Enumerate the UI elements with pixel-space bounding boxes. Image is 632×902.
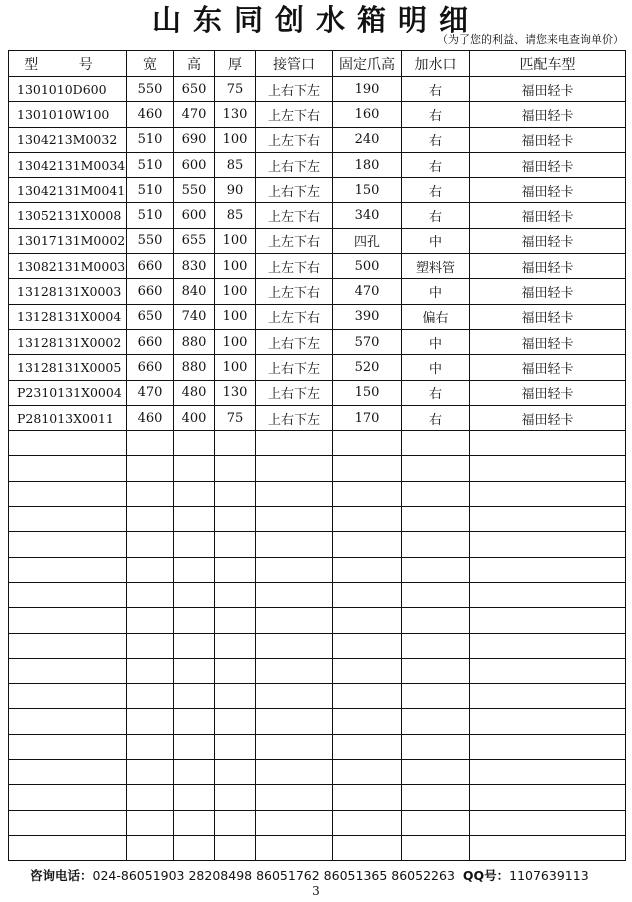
qq-number: 1107639113: [509, 868, 589, 883]
cell-bracket-height: 150: [333, 178, 402, 203]
empty-table-row: [9, 633, 626, 658]
empty-cell: [9, 835, 127, 860]
table-row: [9, 329, 626, 354]
empty-cell: [127, 760, 174, 785]
empty-table-row: [9, 456, 626, 481]
cell-thickness: 100: [215, 254, 256, 279]
table-row: [9, 127, 626, 152]
page-number: 3: [312, 884, 320, 898]
cell-thickness: 100: [215, 127, 256, 152]
empty-cell: [127, 810, 174, 835]
empty-cell: [174, 633, 215, 658]
cell-vehicle-model: 福田轻卡: [470, 355, 626, 380]
empty-cell: [470, 658, 626, 683]
cell-pipe-port: 上左下右: [256, 203, 333, 228]
empty-cell: [9, 785, 127, 810]
cell-height: 690: [174, 127, 215, 152]
empty-cell: [333, 835, 402, 860]
cell-vehicle-model: 福田轻卡: [470, 405, 626, 430]
contact-label: 咨询电话：: [30, 868, 93, 883]
cell-bracket-height: 240: [333, 127, 402, 152]
cell-filler-port: 中: [402, 355, 470, 380]
table-row: [9, 77, 626, 102]
cell-height: 600: [174, 152, 215, 177]
empty-cell: [174, 658, 215, 683]
cell-width: 660: [127, 279, 174, 304]
price-inquiry-note: （为了您的利益、请您来电查询单价）: [437, 33, 624, 46]
cell-bracket-height: 520: [333, 355, 402, 380]
empty-cell: [127, 684, 174, 709]
empty-cell: [9, 810, 127, 835]
cell-bracket-height: 500: [333, 254, 402, 279]
cell-thickness: 75: [215, 77, 256, 102]
cell-height: 400: [174, 405, 215, 430]
empty-cell: [127, 582, 174, 607]
contact-footer: [30, 866, 589, 884]
empty-cell: [256, 684, 333, 709]
header-height: 高: [174, 51, 215, 77]
empty-cell: [127, 658, 174, 683]
empty-cell: [256, 810, 333, 835]
table-row: [9, 355, 626, 380]
cell-pipe-port: 上左下右: [256, 102, 333, 127]
empty-table-row: [9, 734, 626, 759]
empty-cell: [402, 835, 470, 860]
cell-model: 13128131X0003: [9, 279, 127, 304]
empty-cell: [9, 734, 127, 759]
header-bracket-height: 固定爪高: [333, 51, 402, 77]
empty-cell: [333, 481, 402, 506]
empty-cell: [333, 734, 402, 759]
empty-table-row: [9, 709, 626, 734]
empty-cell: [402, 532, 470, 557]
empty-cell: [470, 481, 626, 506]
empty-cell: [256, 481, 333, 506]
empty-cell: [174, 760, 215, 785]
table-row: [9, 102, 626, 127]
empty-cell: [470, 709, 626, 734]
empty-cell: [215, 633, 256, 658]
empty-cell: [333, 785, 402, 810]
empty-cell: [402, 608, 470, 633]
cell-vehicle-model: 福田轻卡: [470, 178, 626, 203]
header-model: 型 号: [9, 51, 127, 77]
cell-model: 1301010D600: [9, 77, 127, 102]
empty-cell: [470, 785, 626, 810]
cell-pipe-port: 上右下左: [256, 355, 333, 380]
cell-vehicle-model: 福田轻卡: [470, 304, 626, 329]
empty-cell: [470, 608, 626, 633]
empty-cell: [333, 456, 402, 481]
cell-thickness: 75: [215, 405, 256, 430]
empty-cell: [127, 608, 174, 633]
cell-bracket-height: 170: [333, 405, 402, 430]
empty-cell: [9, 608, 127, 633]
cell-width: 660: [127, 355, 174, 380]
empty-cell: [256, 431, 333, 456]
empty-cell: [127, 835, 174, 860]
empty-cell: [215, 709, 256, 734]
cell-height: 880: [174, 329, 215, 354]
empty-cell: [402, 582, 470, 607]
empty-cell: [402, 481, 470, 506]
empty-table-row: [9, 684, 626, 709]
empty-cell: [402, 633, 470, 658]
empty-cell: [215, 431, 256, 456]
empty-cell: [215, 658, 256, 683]
empty-table-row: [9, 557, 626, 582]
table-row: [9, 380, 626, 405]
cell-bracket-height: 160: [333, 102, 402, 127]
cell-pipe-port: 上右下左: [256, 380, 333, 405]
cell-filler-port: 右: [402, 380, 470, 405]
cell-vehicle-model: 福田轻卡: [470, 203, 626, 228]
empty-cell: [215, 785, 256, 810]
empty-cell: [127, 481, 174, 506]
empty-cell: [174, 835, 215, 860]
empty-cell: [470, 684, 626, 709]
empty-cell: [256, 608, 333, 633]
cell-model: 13082131M0003: [9, 254, 127, 279]
empty-cell: [127, 532, 174, 557]
empty-cell: [9, 431, 127, 456]
cell-width: 550: [127, 228, 174, 253]
cell-pipe-port: 上左下右: [256, 127, 333, 152]
empty-table-row: [9, 507, 626, 532]
cell-bracket-height: 190: [333, 77, 402, 102]
cell-model: 1301010W100: [9, 102, 127, 127]
table-row: [9, 405, 626, 430]
cell-vehicle-model: 福田轻卡: [470, 77, 626, 102]
empty-cell: [333, 608, 402, 633]
page-title: 山东同创水箱明细: [151, 3, 480, 37]
contact-phones: 024-86051903 28208498 86051762 86051365 86052263: [92, 868, 455, 883]
empty-cell: [127, 734, 174, 759]
cell-filler-port: 右: [402, 127, 470, 152]
empty-cell: [402, 709, 470, 734]
empty-cell: [470, 557, 626, 582]
empty-cell: [9, 582, 127, 607]
empty-cell: [470, 835, 626, 860]
empty-cell: [174, 431, 215, 456]
empty-cell: [215, 760, 256, 785]
cell-model: 13128131X0002: [9, 329, 127, 354]
empty-cell: [402, 557, 470, 582]
cell-height: 830: [174, 254, 215, 279]
header-pipe-port: 接管口: [256, 51, 333, 77]
empty-cell: [127, 785, 174, 810]
empty-cell: [256, 835, 333, 860]
empty-cell: [402, 431, 470, 456]
empty-cell: [215, 532, 256, 557]
empty-cell: [333, 684, 402, 709]
cell-thickness: 100: [215, 355, 256, 380]
cell-pipe-port: 上右下左: [256, 329, 333, 354]
empty-cell: [333, 582, 402, 607]
cell-width: 660: [127, 254, 174, 279]
cell-model: 13052131X0008: [9, 203, 127, 228]
cell-pipe-port: 上右下左: [256, 152, 333, 177]
cell-vehicle-model: 福田轻卡: [470, 102, 626, 127]
cell-filler-port: 中: [402, 279, 470, 304]
radiator-table: [8, 50, 626, 861]
cell-bracket-height: 340: [333, 203, 402, 228]
empty-cell: [215, 582, 256, 607]
header-thickness: 厚: [215, 51, 256, 77]
empty-table-row: [9, 785, 626, 810]
cell-model: 13128131X0004: [9, 304, 127, 329]
empty-cell: [215, 481, 256, 506]
cell-height: 600: [174, 203, 215, 228]
cell-vehicle-model: 福田轻卡: [470, 254, 626, 279]
cell-pipe-port: 上右下左: [256, 405, 333, 430]
cell-thickness: 90: [215, 178, 256, 203]
empty-cell: [256, 507, 333, 532]
empty-cell: [333, 557, 402, 582]
empty-cell: [174, 557, 215, 582]
empty-cell: [9, 633, 127, 658]
empty-cell: [174, 608, 215, 633]
cell-filler-port: 塑料管: [402, 254, 470, 279]
empty-cell: [9, 760, 127, 785]
empty-cell: [127, 456, 174, 481]
empty-cell: [256, 709, 333, 734]
cell-model: 13042131M0041: [9, 178, 127, 203]
cell-vehicle-model: 福田轻卡: [470, 380, 626, 405]
cell-vehicle-model: 福田轻卡: [470, 279, 626, 304]
cell-model: 13042131M0034: [9, 152, 127, 177]
cell-width: 510: [127, 127, 174, 152]
empty-cell: [256, 633, 333, 658]
empty-cell: [470, 507, 626, 532]
cell-model: 1304213M0032: [9, 127, 127, 152]
empty-table-row: [9, 582, 626, 607]
empty-cell: [470, 633, 626, 658]
cell-vehicle-model: 福田轻卡: [470, 152, 626, 177]
empty-cell: [470, 810, 626, 835]
empty-cell: [402, 810, 470, 835]
empty-cell: [333, 760, 402, 785]
empty-cell: [127, 557, 174, 582]
header-filler-port: 加水口: [402, 51, 470, 77]
cell-width: 650: [127, 304, 174, 329]
cell-filler-port: 中: [402, 329, 470, 354]
empty-cell: [215, 507, 256, 532]
empty-table-row: [9, 481, 626, 506]
empty-table-row: [9, 658, 626, 683]
cell-pipe-port: 上左下右: [256, 254, 333, 279]
empty-cell: [174, 734, 215, 759]
cell-vehicle-model: 福田轻卡: [470, 228, 626, 253]
empty-cell: [215, 810, 256, 835]
table-row: [9, 254, 626, 279]
empty-cell: [470, 532, 626, 557]
table-row: [9, 279, 626, 304]
empty-cell: [9, 557, 127, 582]
cell-thickness: 100: [215, 228, 256, 253]
empty-cell: [256, 532, 333, 557]
cell-vehicle-model: 福田轻卡: [470, 127, 626, 152]
cell-pipe-port: 上右下左: [256, 178, 333, 203]
cell-filler-port: 右: [402, 203, 470, 228]
cell-width: 510: [127, 178, 174, 203]
empty-cell: [402, 785, 470, 810]
header-width: 宽: [127, 51, 174, 77]
empty-cell: [402, 456, 470, 481]
cell-thickness: 85: [215, 203, 256, 228]
empty-cell: [174, 456, 215, 481]
cell-pipe-port: 上左下右: [256, 279, 333, 304]
empty-cell: [256, 785, 333, 810]
empty-cell: [256, 582, 333, 607]
cell-thickness: 130: [215, 380, 256, 405]
empty-cell: [9, 507, 127, 532]
empty-cell: [9, 481, 127, 506]
cell-width: 510: [127, 203, 174, 228]
empty-cell: [402, 684, 470, 709]
cell-filler-port: 右: [402, 178, 470, 203]
empty-cell: [127, 431, 174, 456]
table-header-row: [9, 51, 626, 77]
empty-cell: [333, 633, 402, 658]
cell-bracket-height: 390: [333, 304, 402, 329]
cell-width: 460: [127, 405, 174, 430]
header-vehicle-model: 匹配车型: [470, 51, 626, 77]
empty-cell: [402, 507, 470, 532]
empty-cell: [174, 810, 215, 835]
empty-cell: [256, 658, 333, 683]
cell-width: 470: [127, 380, 174, 405]
empty-cell: [256, 760, 333, 785]
cell-height: 840: [174, 279, 215, 304]
cell-model: P281013X0011: [9, 405, 127, 430]
cell-bracket-height: 180: [333, 152, 402, 177]
empty-cell: [333, 532, 402, 557]
empty-cell: [174, 532, 215, 557]
table-row: [9, 203, 626, 228]
empty-cell: [215, 608, 256, 633]
empty-cell: [470, 431, 626, 456]
table-row: [9, 304, 626, 329]
cell-filler-port: 右: [402, 77, 470, 102]
empty-cell: [215, 456, 256, 481]
empty-cell: [470, 734, 626, 759]
cell-pipe-port: 上右下左: [256, 77, 333, 102]
empty-cell: [333, 658, 402, 683]
cell-filler-port: 中: [402, 228, 470, 253]
cell-filler-port: 偏右: [402, 304, 470, 329]
empty-cell: [470, 760, 626, 785]
empty-table-row: [9, 835, 626, 860]
cell-width: 550: [127, 77, 174, 102]
cell-thickness: 100: [215, 279, 256, 304]
empty-cell: [402, 734, 470, 759]
qq-label: QQ号：: [462, 868, 510, 883]
cell-height: 740: [174, 304, 215, 329]
empty-cell: [174, 507, 215, 532]
empty-cell: [256, 734, 333, 759]
cell-thickness: 130: [215, 102, 256, 127]
cell-height: 480: [174, 380, 215, 405]
cell-width: 510: [127, 152, 174, 177]
empty-cell: [127, 709, 174, 734]
empty-cell: [9, 456, 127, 481]
table-row: [9, 228, 626, 253]
empty-cell: [9, 532, 127, 557]
cell-bracket-height: 570: [333, 329, 402, 354]
cell-filler-port: 右: [402, 152, 470, 177]
cell-height: 880: [174, 355, 215, 380]
cell-thickness: 100: [215, 304, 256, 329]
cell-model: P2310131X0004: [9, 380, 127, 405]
cell-bracket-height: 470: [333, 279, 402, 304]
cell-filler-port: 右: [402, 102, 470, 127]
table-row: [9, 152, 626, 177]
cell-pipe-port: 上左下右: [256, 228, 333, 253]
cell-thickness: 85: [215, 152, 256, 177]
cell-filler-port: 右: [402, 405, 470, 430]
empty-cell: [402, 760, 470, 785]
cell-model: 13128131X0005: [9, 355, 127, 380]
empty-cell: [174, 582, 215, 607]
cell-bracket-height: 四孔: [333, 228, 402, 253]
cell-vehicle-model: 福田轻卡: [470, 329, 626, 354]
empty-cell: [470, 582, 626, 607]
empty-cell: [470, 456, 626, 481]
empty-table-row: [9, 760, 626, 785]
cell-thickness: 100: [215, 329, 256, 354]
cell-height: 650: [174, 77, 215, 102]
empty-cell: [127, 507, 174, 532]
empty-cell: [174, 481, 215, 506]
cell-height: 550: [174, 178, 215, 203]
cell-model: 13017131M0002: [9, 228, 127, 253]
cell-height: 470: [174, 102, 215, 127]
empty-cell: [215, 684, 256, 709]
table-row: [9, 178, 626, 203]
empty-cell: [174, 709, 215, 734]
empty-cell: [402, 658, 470, 683]
cell-height: 655: [174, 228, 215, 253]
empty-cell: [333, 810, 402, 835]
empty-cell: [215, 835, 256, 860]
empty-cell: [215, 557, 256, 582]
empty-table-row: [9, 608, 626, 633]
empty-cell: [333, 507, 402, 532]
empty-cell: [256, 557, 333, 582]
cell-pipe-port: 上左下右: [256, 304, 333, 329]
empty-cell: [9, 709, 127, 734]
empty-cell: [333, 431, 402, 456]
empty-cell: [256, 456, 333, 481]
empty-table-row: [9, 532, 626, 557]
empty-table-row: [9, 431, 626, 456]
empty-cell: [215, 734, 256, 759]
cell-bracket-height: 150: [333, 380, 402, 405]
empty-table-row: [9, 810, 626, 835]
cell-width: 460: [127, 102, 174, 127]
empty-cell: [174, 684, 215, 709]
empty-cell: [9, 684, 127, 709]
empty-cell: [127, 633, 174, 658]
empty-cell: [9, 658, 127, 683]
empty-cell: [174, 785, 215, 810]
cell-width: 660: [127, 329, 174, 354]
empty-cell: [333, 709, 402, 734]
